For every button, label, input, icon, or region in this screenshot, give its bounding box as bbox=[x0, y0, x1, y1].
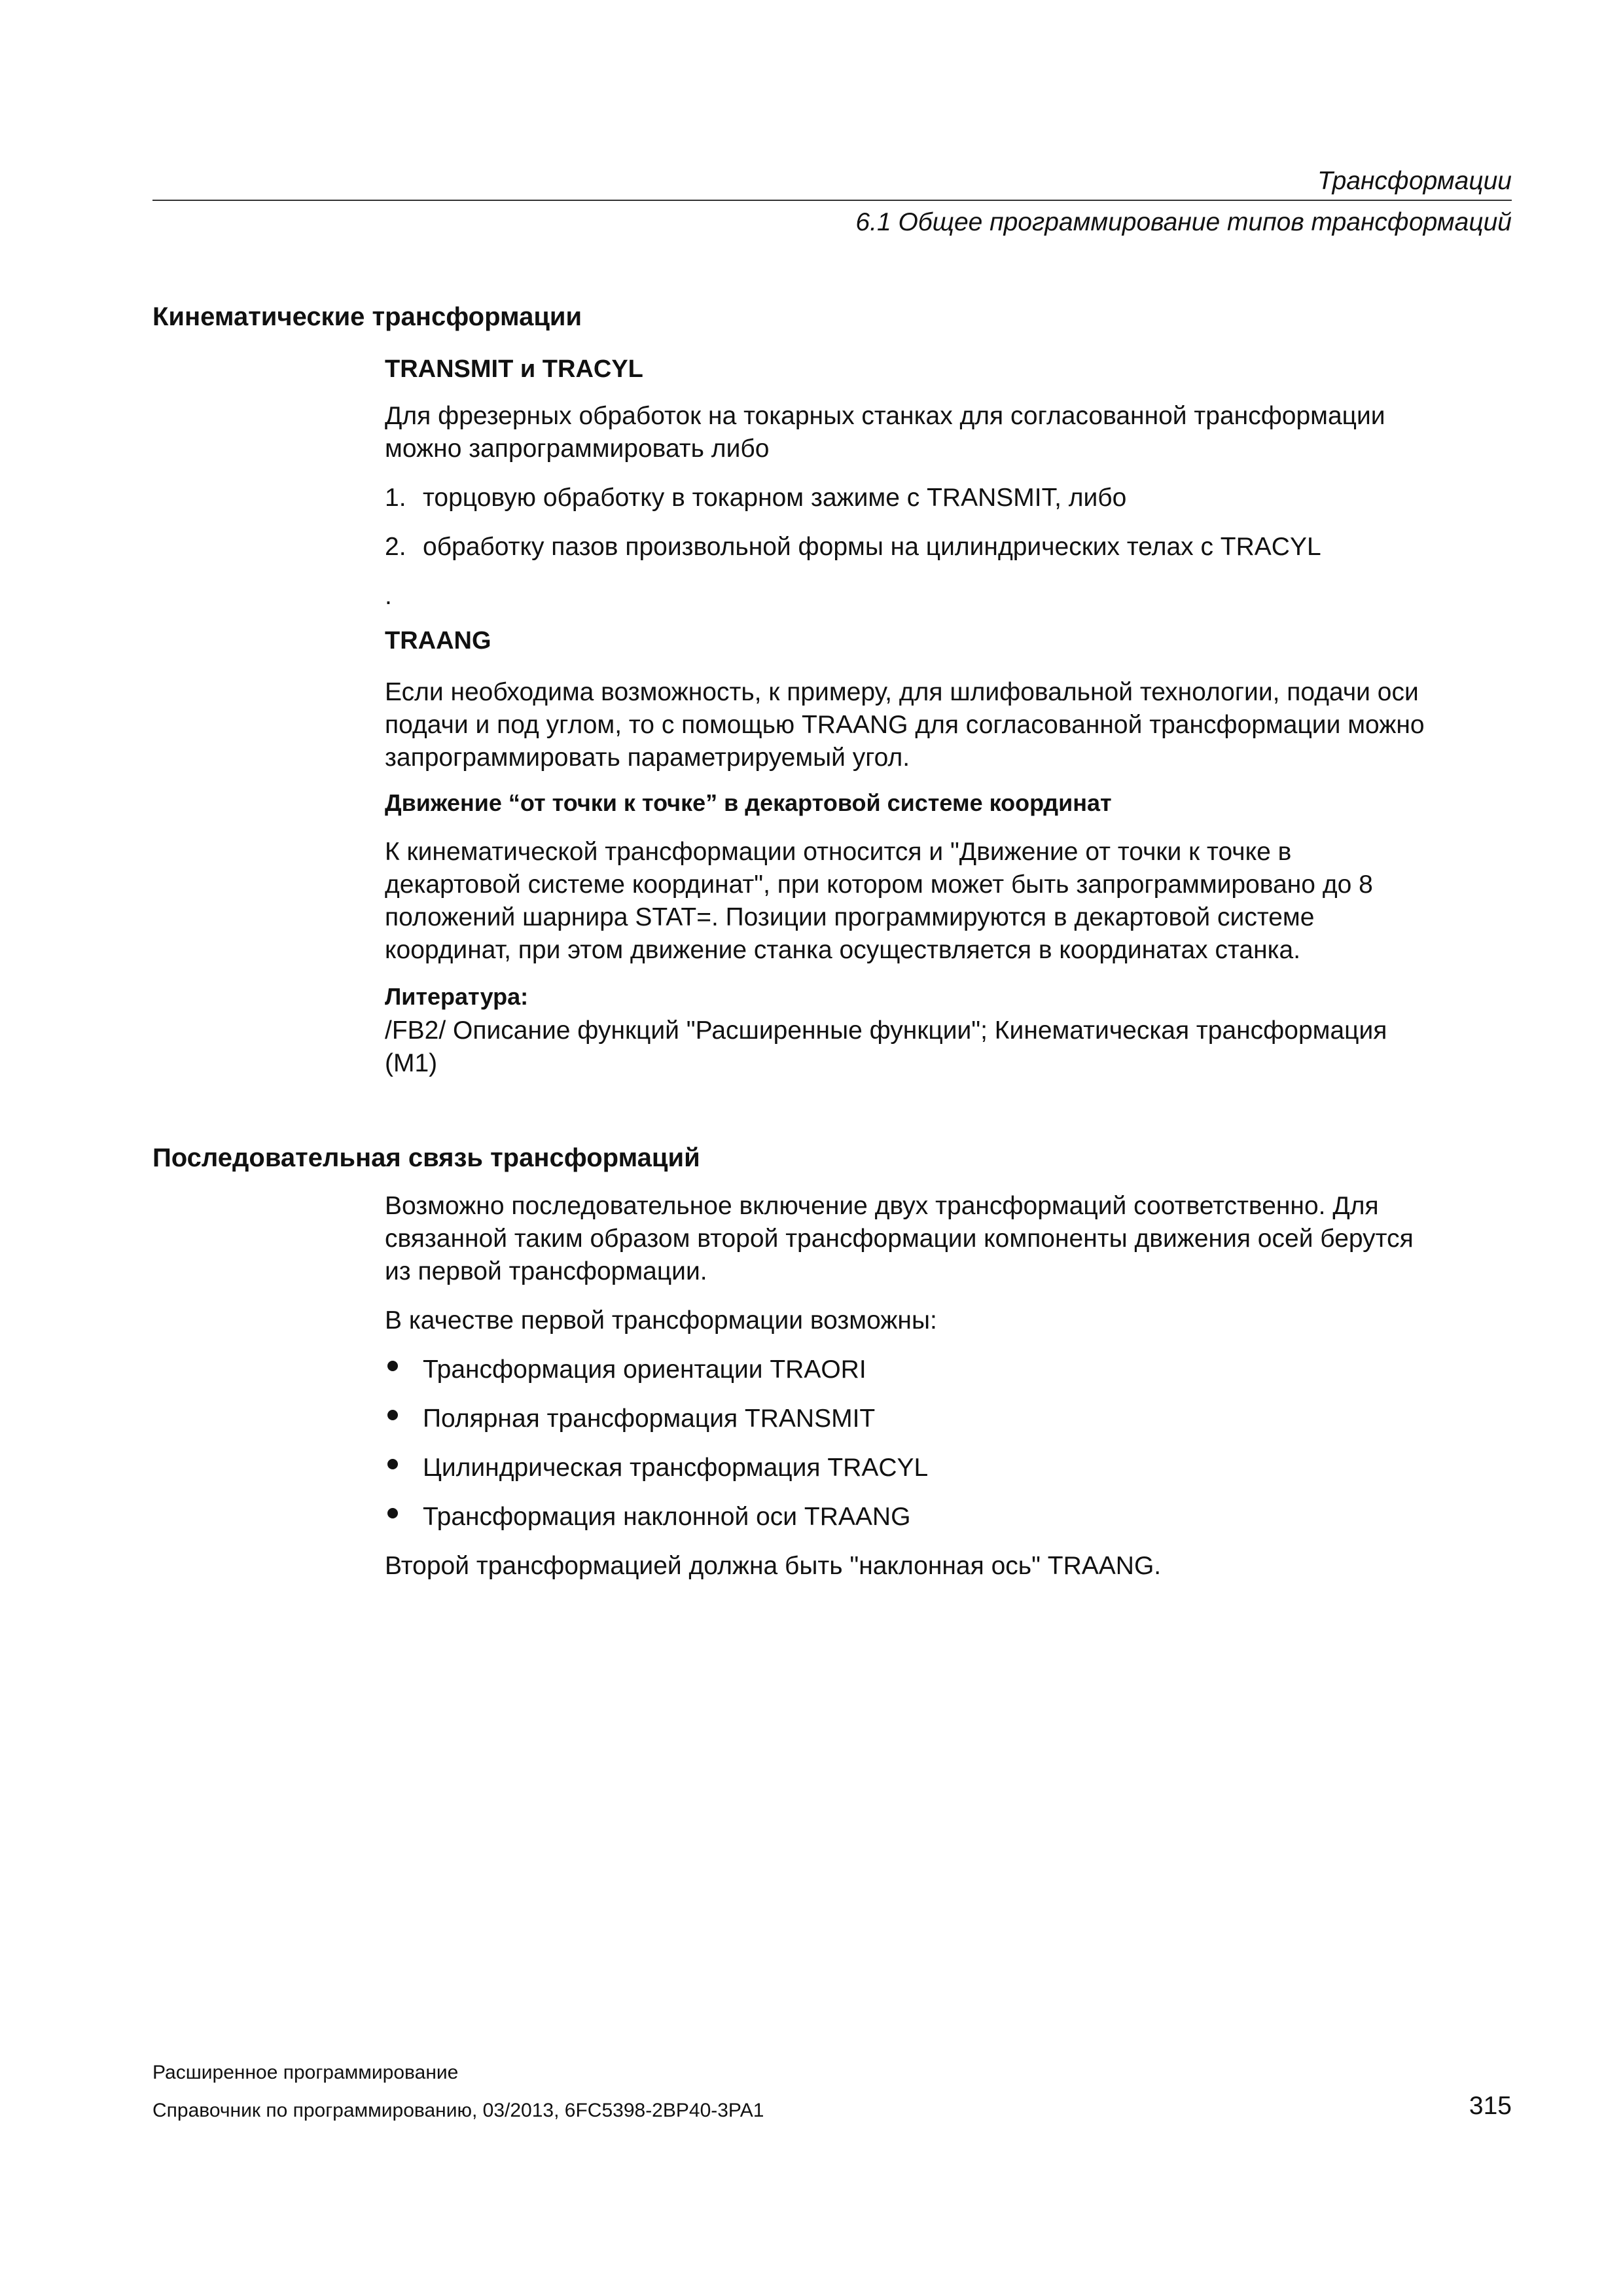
transmit-intro bbox=[385, 400, 1510, 465]
footer-line-2: Справочник по программированию, 03/2013, 6FC5398-2BP40-3PA1 bbox=[152, 2100, 764, 2121]
numbered-item-1 bbox=[385, 482, 1510, 514]
traang-paragraph bbox=[385, 676, 1510, 774]
running-header-subtitle: 6.1 Общее программирование типов трансформаций bbox=[855, 208, 1512, 236]
bullet-text: Цилиндрическая трансформация TRACYL bbox=[423, 1454, 929, 1482]
text-line: связанной таким образом второй трансформации компоненты движения осей берутся bbox=[385, 1225, 1414, 1253]
text-line: координат, при этом движение станка осуществляется в координатах станка. bbox=[385, 936, 1301, 964]
footer-line-1: Расширенное программирование bbox=[152, 2062, 459, 2083]
text-line: декартовой системе координат", при котором может быть запрограммировано до 8 bbox=[385, 870, 1373, 899]
text-line: можно запрограммировать либо bbox=[385, 435, 770, 463]
item-number: 2. bbox=[385, 533, 406, 561]
text-line: положений шарнира STAT=. Позиции программируются в декартовой системе bbox=[385, 903, 1315, 931]
item-number: 1. bbox=[385, 484, 406, 512]
running-header-title: Трансформации bbox=[1317, 167, 1512, 195]
bullet-text: Полярная трансформация TRANSMIT bbox=[423, 1405, 876, 1433]
text-line: К кинематической трансформации относится и "Движение от точки к точке в bbox=[385, 838, 1292, 866]
ptp-paragraph bbox=[385, 836, 1510, 967]
numbered-item-2 bbox=[385, 531, 1510, 564]
section-heading-kinematic: Кинематические трансформации bbox=[152, 302, 582, 331]
text-line: запрограммировать параметрируемый угол. bbox=[385, 744, 910, 772]
text-line: из первой трансформации. bbox=[385, 1257, 707, 1285]
bullet-item-transmit bbox=[385, 1403, 1510, 1435]
text-line: /FB2/ Описание функций "Расширенные функции"; Кинематическая трансформация bbox=[385, 1016, 1387, 1045]
bullet-item-tracyl bbox=[385, 1452, 1510, 1484]
subheading-transmit-tracyl: TRANSMIT и TRACYL bbox=[385, 355, 643, 383]
bullet-text: Трансформация ориентации TRAORI bbox=[423, 1355, 866, 1384]
text-line: Для фрезерных обработок на токарных станках для согласованной трансформации bbox=[385, 402, 1385, 430]
bullet-text: Трансформация наклонной оси TRAANG bbox=[423, 1503, 911, 1531]
chaining-paragraph-1 bbox=[385, 1190, 1510, 1288]
item-text: торцовую обработку в токарном зажиме с TRANSMIT, либо bbox=[423, 484, 1127, 512]
bullet-item-traori bbox=[385, 1354, 1510, 1386]
literature-paragraph bbox=[385, 1014, 1510, 1080]
subheading-ptp: Движение “от точки к точке” в декартовой системе координат bbox=[385, 789, 1112, 816]
text-line: Возможно последовательное включение двух трансформаций соответственно. Для bbox=[385, 1192, 1379, 1220]
literature-heading: Литература: bbox=[385, 983, 529, 1010]
bullet-item-traang bbox=[385, 1501, 1510, 1534]
text-line: Если необходима возможность, к примеру, для шлифовальной технологии, подачи оси bbox=[385, 678, 1419, 706]
text-line: подачи и под углом, то с помощью TRAANG для согласованной трансформации можно bbox=[385, 711, 1425, 739]
text-line: (M1) bbox=[385, 1049, 438, 1077]
chaining-paragraph-2: В качестве первой трансформации возможны: bbox=[385, 1306, 937, 1335]
stray-period: . bbox=[385, 582, 392, 610]
item-text: обработку пазов произвольной формы на цилиндрических телах с TRACYL bbox=[423, 533, 1321, 561]
chaining-paragraph-3: Второй трансформацией должна быть "наклонная ось" TRAANG. bbox=[385, 1552, 1162, 1580]
subheading-traang: TRAANG bbox=[385, 627, 491, 655]
header-rule bbox=[152, 200, 1512, 201]
section-heading-chaining: Последовательная связь трансформаций bbox=[152, 1143, 700, 1172]
page-number: 315 bbox=[1469, 2092, 1512, 2120]
